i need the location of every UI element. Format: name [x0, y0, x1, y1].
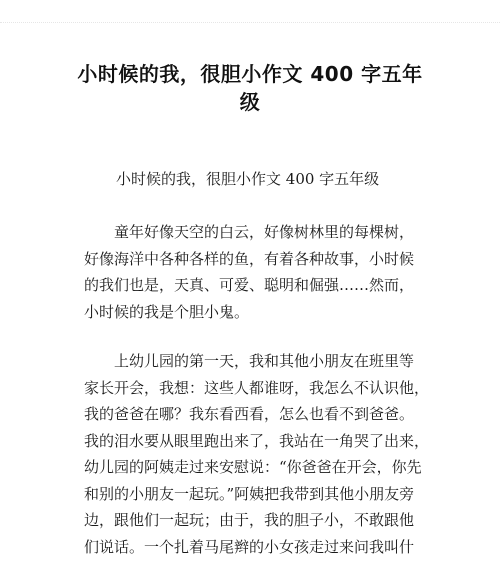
- paragraph-line: 和别的小朋友一起玩。”阿姨把我带到其他小朋友旁: [84, 484, 415, 503]
- title-line-2: 级: [239, 90, 261, 114]
- paragraph-1: [84, 219, 434, 325]
- paragraph-line: 上幼儿园的第一天，我和其他小朋友在班里等: [84, 352, 415, 370]
- top-divider: [0, 22, 500, 24]
- document-title: [60, 60, 440, 116]
- paragraph-line: 小时候的我是个胆小鬼。: [84, 302, 250, 321]
- paragraph-line: 们说话。一个扎着马尾辫的小女孩走过来问我叫什: [84, 537, 415, 556]
- paragraph-line: 我的泪水要从眼里跑出来了，我站在一角哭了出来，: [84, 431, 430, 450]
- paragraph-2: [84, 348, 434, 560]
- paragraph-line: 家长开会，我想：这些人都谁呀，我怎么不认识他，: [84, 378, 430, 397]
- paragraph-line: 我的爸爸在哪？我东看西看，怎么也看不到爸爸。: [84, 405, 415, 423]
- paragraph-line: 边，跟他们一起玩；由于，我的胆子小，不敢跟他: [84, 511, 415, 529]
- title-line-1: 小时候的我，很胆小作文 400 字五年: [77, 62, 423, 86]
- paragraph-line: 好像海洋中各种各样的鱼，有着各种故事，小时候: [84, 249, 415, 268]
- document-subtitle: 小时候的我，很胆小作文 400 字五年级: [116, 170, 380, 188]
- paragraph-line: 童年好像天空的白云，好像树林里的每棵树，: [84, 223, 415, 241]
- paragraph-line: 的我们也是，天真、可爱、聪明和倔强……然而，: [84, 276, 415, 294]
- paragraph-line: 幼儿园的阿姨走过来安慰说：“你爸爸在开会，你先: [84, 458, 422, 476]
